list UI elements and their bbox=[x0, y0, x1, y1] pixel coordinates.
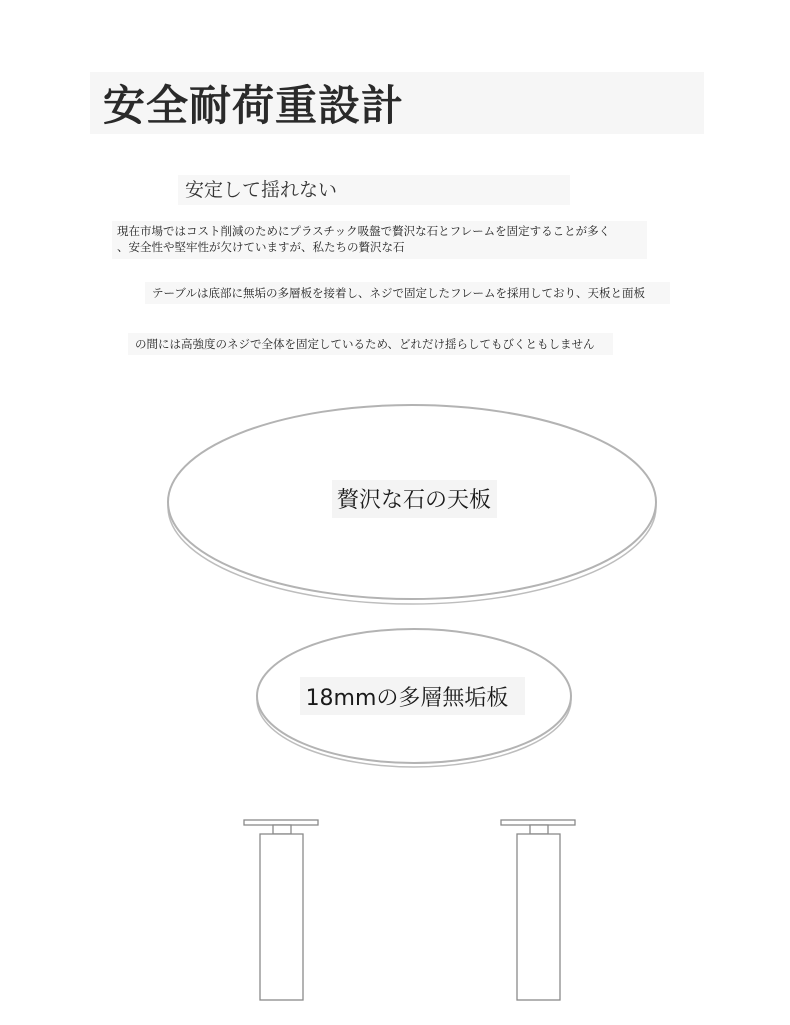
paragraph-line-3: テーブルは底部に無垢の多層板を接着し、ネジで固定したフレームを採用しており、天板と面板 bbox=[152, 286, 645, 300]
leg-right-mount-plate bbox=[501, 820, 575, 825]
table-leg-left bbox=[244, 820, 318, 1000]
paragraph-line-1: 現在市場ではコスト削減のためにプラスチック吸盤で贅沢な石とフレームを固定することが多く bbox=[117, 224, 611, 238]
plywood-label: 18mmの多層無垢板 bbox=[305, 686, 509, 711]
leg-right-column bbox=[517, 834, 560, 1000]
stone-top-label: 贅沢な石の天板 bbox=[336, 488, 492, 513]
leg-left-column bbox=[260, 834, 303, 1000]
plywood-board bbox=[257, 629, 571, 767]
page-title: 安全耐荷重設計 bbox=[103, 81, 405, 130]
table-leg-right bbox=[501, 820, 575, 1000]
paragraph-line-2: 、安全性や堅牢性が欠けていますが、私たちの贅沢な石 bbox=[117, 240, 405, 254]
stone-tabletop bbox=[168, 405, 656, 604]
subtitle: 安定して揺れない bbox=[185, 179, 338, 201]
leg-left-connector bbox=[273, 825, 291, 834]
paragraph-line-4: の間には高強度のネジで全体を固定しているため、どれだけ揺らしてもびくともしません bbox=[135, 337, 595, 351]
leg-left-mount-plate bbox=[244, 820, 318, 825]
leg-right-connector bbox=[530, 825, 548, 834]
